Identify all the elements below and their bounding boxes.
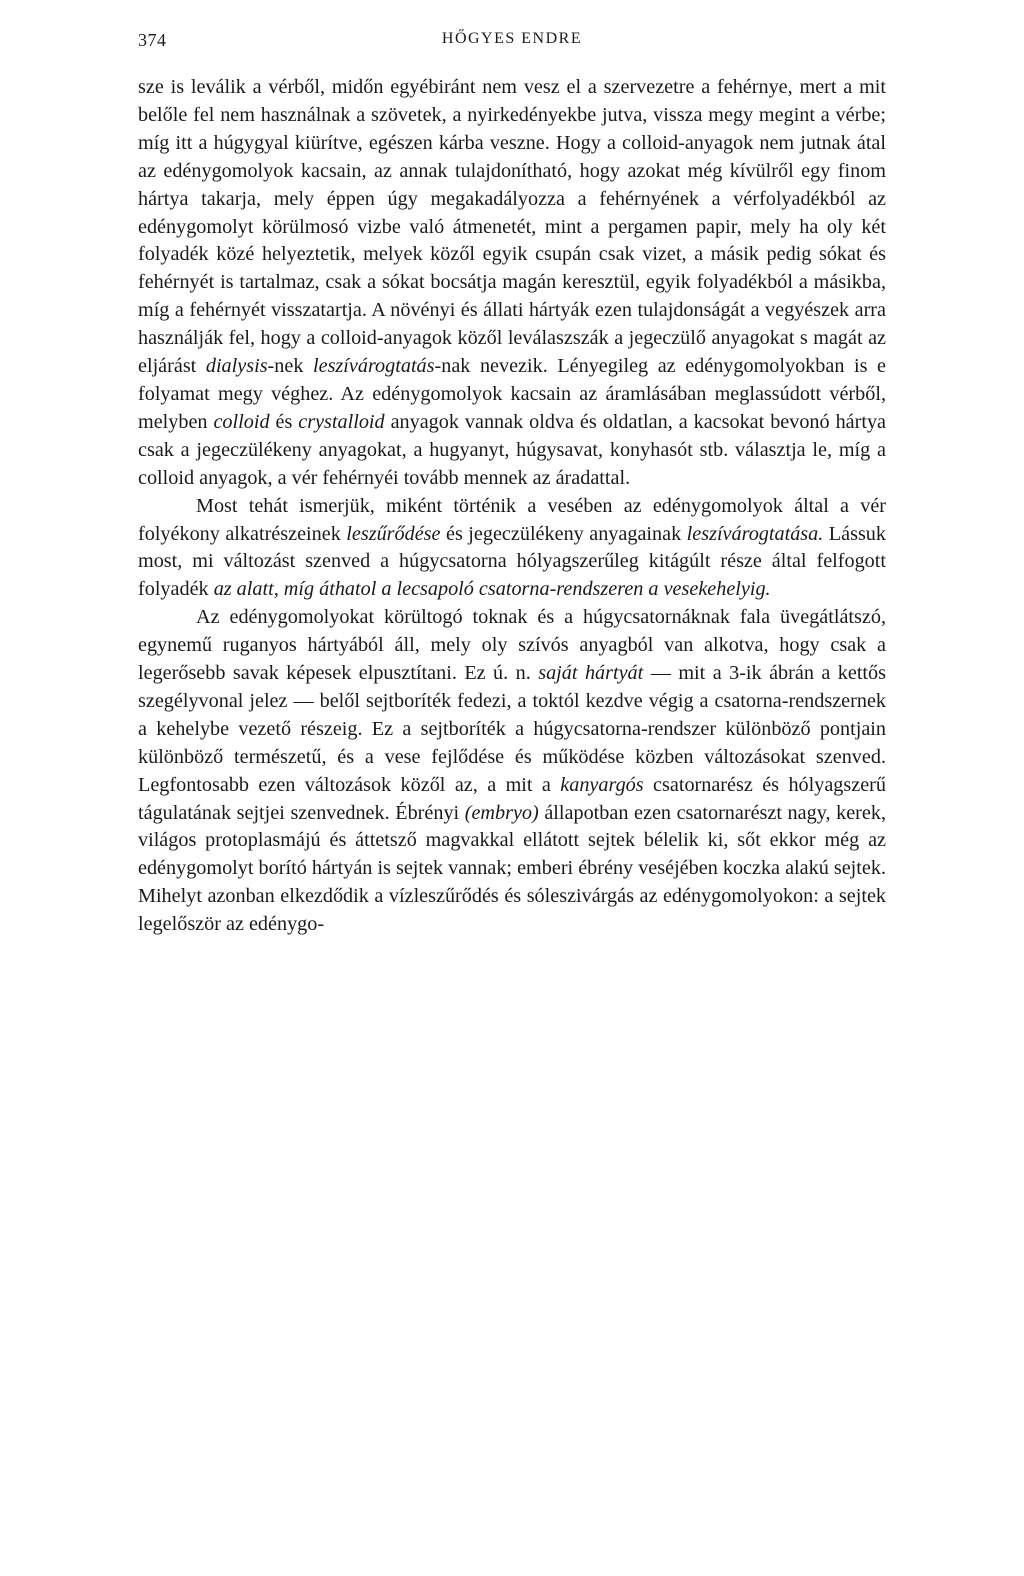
italic-run: leszűrődése: [346, 522, 441, 545]
italic-run: leszívárogtatás: [313, 355, 435, 378]
text-run: — mit a 3-ik ábrán a kettős szegélyvonal jelez — belől sejtboríték fedezi, a toktól kezdve végig a csatorna-rendszernek a kehelybe vezető részeig. Ez a sejtboríték a húgycsatorna-rendszer különböző pontjain különböző természetű, és a vese fejlődése és működése közben változásokat szenved. Legfontosabb ezen változások közől az, a mit a: [138, 662, 886, 796]
paragraph: [138, 493, 886, 605]
text-run: anyagok vannak oldva és oldatlan, a kacsokat bevonó hártya csak a jegeczülékeny anyagokat, a hugyanyt, húgysavat, konyhasót stb. választja le, míg a colloid anyagok, a vér fehérnyéi tovább mennek az áradattal.: [138, 410, 887, 489]
paragraph: [138, 74, 886, 493]
italic-run: az alatt, míg áthatol a lecsapoló csatorna-rendszeren a vesekehelyig.: [213, 578, 771, 601]
text-run: sze is leválik a vérből, midőn egyébiránt nem vesz el a szervezetre a fehérnye, mert a mit belőle fel nem használnak a szövetek, a nyirkedényekbe jutva, vissza megy megint a vérbe; míg itt a húgygyal kiürítve, egészen kárba veszne. Hogy a colloid-anyagok nem jutnak átal az edénygomolyok kacsain, az annak tulajdonítható, hogy azokat még kívülről egy finom hártya takarja, mely éppen úgy megakadályozza a fehérnyének a vérfolyadékból az edénygomolyt körülmosó vizbe való átmenetét, mint a pergamen papir, mely ha oly két folyadék közé helyeztetik, melyek közől egyik csupán csak vizet, a másik pedig sókat és fehérnyét is tartalmaz, csak a sókat bocsátja magán keresztül, egyik folyadékból a másikba, míg a fehérnyét visszatartja. A növényi és állati hártyák ezen tulajdonságát a vegyészek arra használják fel, hogy a colloid-anyagok közől leválaszszák a jegeczülő anyagokat s magát az eljárást: [138, 76, 886, 378]
paragraph: [138, 604, 886, 939]
text-run: -nak nevezik. Lényegileg az edénygomolyokban is e folyamat megy véghez. Az edénygomolyok kacsain az áramlásában meglassúdott vérből, melyben: [138, 355, 886, 433]
italic-run: colloid: [213, 410, 270, 433]
italic-run: dialysis: [205, 355, 268, 378]
text-run: Lássuk most, mi változást szenved a húgycsatorna hólyagszerűleg kitágúlt része által felfogott folyadék: [138, 522, 886, 601]
page-number: 374: [138, 30, 167, 50]
italic-run: kanyargós: [560, 773, 644, 796]
text-run: állapotban ezen csatornarészt nagy, kerek, világos protoplasmájú és áttetsző magvakkal ellátott sejtek bélelik ki, sőt ekkor még az edénygomolyt borító hártyán is sejtek vannak; emberi ébrény veséjében koczka alakú sejtek. Mihelyt azonban elkezdődik a vízleszűrődés és sóleszivárgás az edénygomolyokon: a sejtek legelőször az edénygo-: [138, 801, 886, 936]
page-header: [138, 24, 886, 56]
italic-run: (embryo): [464, 801, 539, 824]
text-run: és: [269, 410, 299, 433]
text-run: csatornarész és hólyagszerű tágulatának sejtjei szenvednek. Ébrényi: [138, 773, 886, 824]
italic-run: crystalloid: [298, 410, 385, 433]
text-run: Most tehát ismerjük, miként történik a vesében az edénygomolyok által a vér folyékony alkatrészeinek: [138, 494, 886, 545]
text-run: Az edénygomolyokat körültogó toknak és a húgycsatornáknak fala üvegátlátszó, egynemű ruganyos hártyából áll, mely oly szívós anyagból van alkotva, hogy csak a legerősebb savak képesek elpusztítani. Ez ú. n.: [138, 606, 886, 685]
body-text: [138, 74, 886, 939]
text-run: -nek: [267, 355, 313, 378]
book-page: [138, 24, 886, 939]
italic-run: leszívárogtatása.: [686, 522, 824, 545]
text-run: és jegeczülékeny anyagainak: [440, 522, 687, 545]
italic-run: saját hártyát: [538, 662, 644, 685]
running-head: HŐGYES ENDRE: [441, 30, 583, 47]
